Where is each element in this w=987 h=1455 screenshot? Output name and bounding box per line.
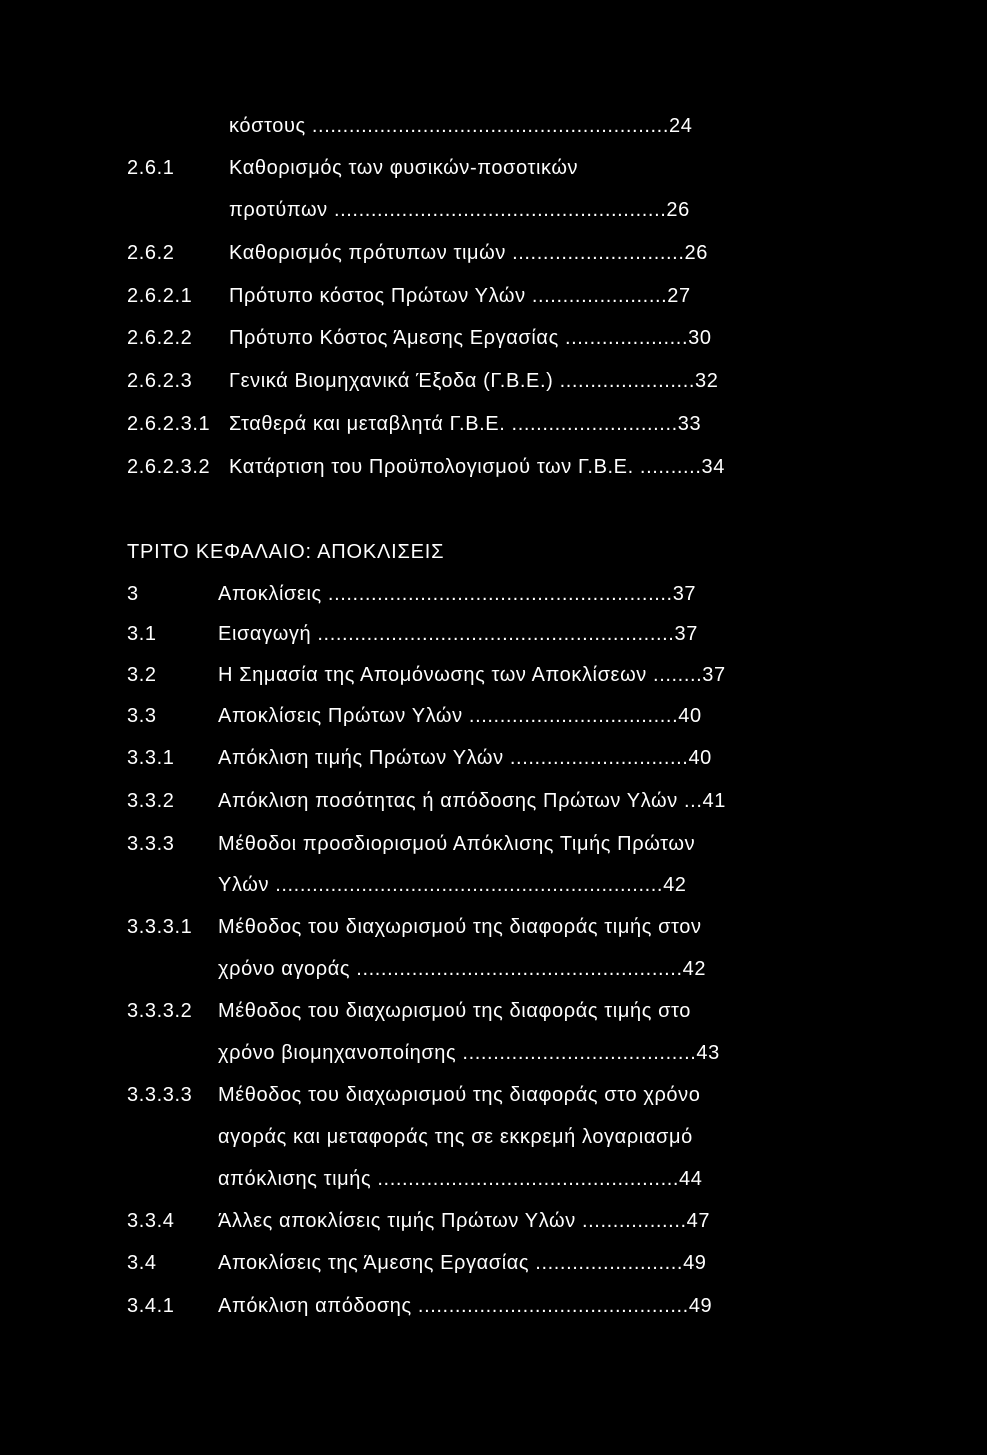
toc-entry-number: 3.2 xyxy=(127,664,157,686)
toc-entry-number: 2.6.2.3.1 xyxy=(127,413,211,435)
toc-entry-number: 3.3.3.2 xyxy=(127,1000,193,1022)
toc-entry-text: Αποκλίσεις Πρώτων Υλών ..................................40 xyxy=(218,705,702,727)
toc-entry-number: 3.3 xyxy=(127,705,157,727)
toc-entry-text: Πρότυπο κόστος Πρώτων Υλών ......................27 xyxy=(229,285,691,307)
toc-entry-number: 3.3.1 xyxy=(127,747,175,769)
toc-entry-text: Απόκλιση τιμής Πρώτων Υλών .............................40 xyxy=(218,747,712,769)
toc-entry-text: Πρότυπο Κόστος Άμεσης Εργασίας ....................30 xyxy=(229,327,712,349)
toc-entry-number: 3.3.3.1 xyxy=(127,916,193,938)
toc-entry-text: Απόκλιση ποσότητας ή απόδοσης Πρώτων Υλών ...41 xyxy=(218,790,726,812)
toc-entry-text: χρόνο αγοράς .....................................................42 xyxy=(218,958,707,980)
toc-entry-text: Μέθοδος του διαχωρισμού της διαφοράς τιμής στο xyxy=(218,1000,691,1022)
toc-entry-number: 3.4.1 xyxy=(127,1295,175,1317)
toc-entry-text: αγοράς και μεταφοράς της σε εκκρεμή λογαριασμό xyxy=(218,1126,693,1148)
toc-entry-text: Αποκλίσεις της Άμεσης Εργασίας ........................49 xyxy=(218,1252,707,1274)
toc-entry-number: 2.6.2 xyxy=(127,242,175,264)
toc-entry-text: προτύπων ......................................................26 xyxy=(229,199,690,221)
toc-entry-text: Κατάρτιση του Προϋπολογισμού των Γ.Β.Ε. ..........34 xyxy=(229,456,725,478)
toc-entry-text: Η Σημασία της Απομόνωσης των Αποκλίσεων ........37 xyxy=(218,664,726,686)
toc-entry-text: Απόκλιση απόδοσης ............................................49 xyxy=(218,1295,713,1317)
toc-entry-number: 2.6.2.3 xyxy=(127,370,193,392)
toc-entry-number: 2.6.1 xyxy=(127,157,175,179)
toc-entry-number: 3.3.3.3 xyxy=(127,1084,193,1106)
toc-entry-text: Αποκλίσεις ........................................................37 xyxy=(218,583,697,605)
toc-entry-text: Γενικά Βιομηχανικά Έξοδα (Γ.Β.Ε.) ......................32 xyxy=(229,370,719,392)
toc-entry-text: Μέθοδοι προσδιορισμού Απόκλισης Τιμής Πρώτων xyxy=(218,833,696,855)
toc-entry-text: απόκλισης τιμής .................................................44 xyxy=(218,1168,703,1190)
toc-entry-text: Καθορισμός πρότυπων τιμών ............................26 xyxy=(229,242,708,264)
toc-entry-number: 3 xyxy=(127,583,139,605)
toc-entry-text: Σταθερά και μεταβλητά Γ.Β.Ε. ...........................33 xyxy=(229,413,702,435)
toc-entry-text: Εισαγωγή ..........................................................37 xyxy=(218,623,698,645)
toc-entry-text: Μέθοδος του διαχωρισμού της διαφοράς στο χρόνο xyxy=(218,1084,701,1106)
toc-entry-number: 3.4 xyxy=(127,1252,157,1274)
toc-entry-number: 3.3.4 xyxy=(127,1210,175,1232)
toc-entry-number: 3.1 xyxy=(127,623,157,645)
toc-entry-number: 3.3.3 xyxy=(127,833,175,855)
chapter-heading: ΤΡΙΤΟ ΚΕΦΑΛΑΙΟ: ΑΠΟΚΛΙΣΕΙΣ xyxy=(127,541,445,563)
toc-entry-number: 2.6.2.1 xyxy=(127,285,193,307)
toc-entry-text: κόστους ..........................................................24 xyxy=(229,115,693,137)
toc-entry-text: Μέθοδος του διαχωρισμού της διαφοράς τιμής στον xyxy=(218,916,702,938)
toc-entry-number: 3.3.2 xyxy=(127,790,175,812)
toc-entry-text: Καθορισμός των φυσικών-ποσοτικών xyxy=(229,157,579,179)
toc-entry-text: Υλών ...............................................................42 xyxy=(218,874,687,896)
toc-entry-number: 2.6.2.3.2 xyxy=(127,456,211,478)
toc-entry-text: χρόνο βιομηχανοποίησης ......................................43 xyxy=(218,1042,720,1064)
toc-entry-number: 2.6.2.2 xyxy=(127,327,193,349)
toc-entry-text: Άλλες αποκλίσεις τιμής Πρώτων Υλών .................47 xyxy=(218,1210,711,1232)
